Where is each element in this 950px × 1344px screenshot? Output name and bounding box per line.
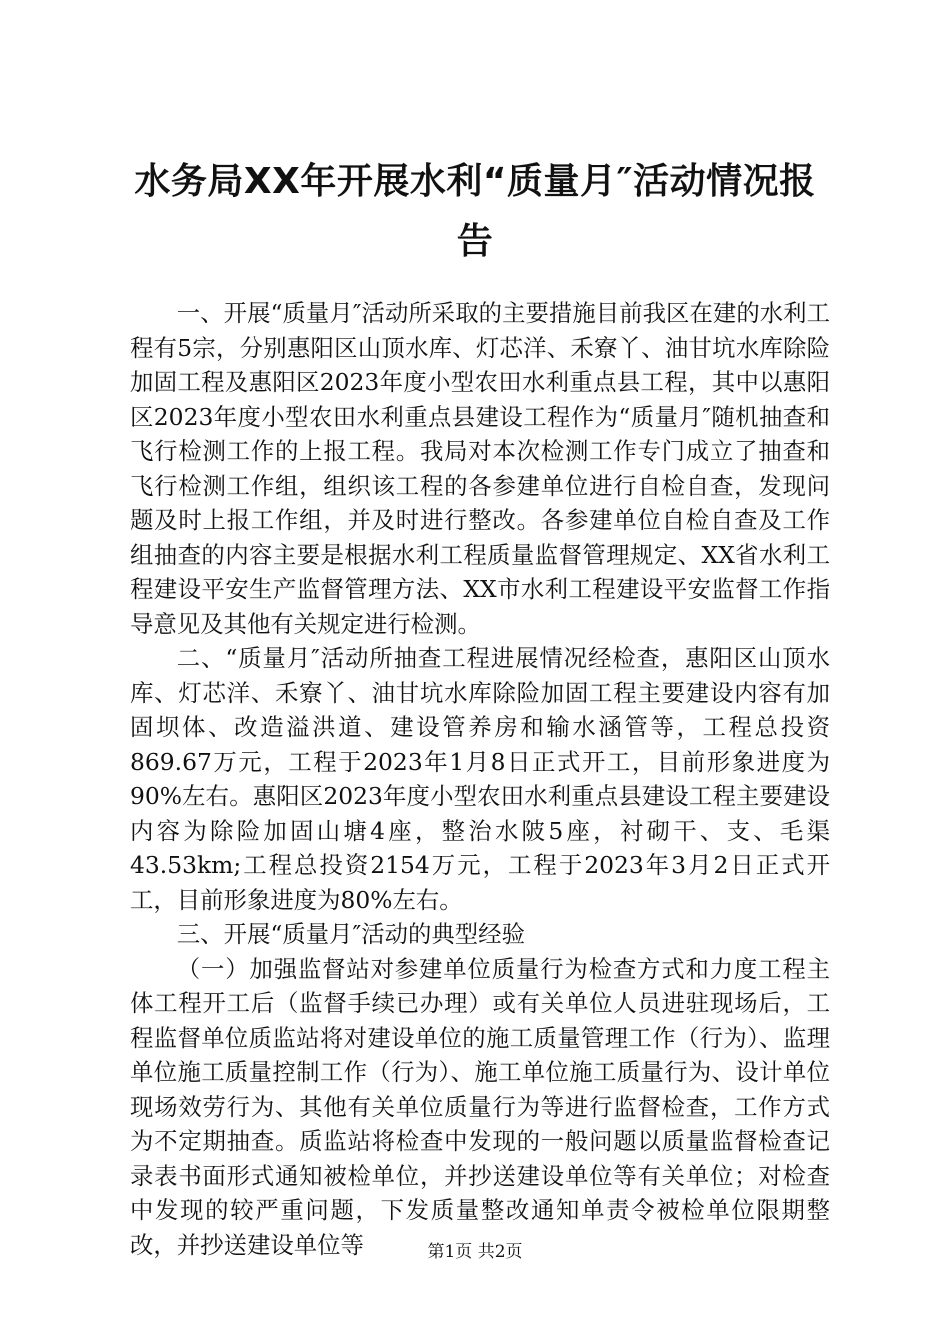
paragraph-progress: 二、“质量月″活动所抽查工程进展情况经检查，惠阳区山顶水库、灯芯洋、禾寮丫、油甘坑水库除险加固工程主要建设内容有加固坝体、改造溢洪道、建设管养房和输水涵管等，工程总投资869.67万元，工程于2023年1月8日正式开工，目前形象进度为90%左右。惠阳区2023年度小型农田水利重点县建设工程主要建设内容为除险加固山塘4座，整治水陂5座，衬砌干、支、毛渠43.53km;工程总投资2154万元，工程于2023年3月2日正式开工，目前形象进度为80%左右。 [130,644,830,914]
document-title: 水务局XX年开展水利“质量月″活动情况报告 [134,161,816,262]
section-heading-experience: 三、开展“质量月″活动的典型经验 [176,920,525,948]
document-body [130,296,830,1262]
paragraph-measures: 一、开展“质量月″活动所采取的主要措施目前我区在建的水利工程有5宗，分别惠阳区山顶水库、灯芯洋、禾寮丫、油甘坑水库除险加固工程及惠阳区2023年度小型农田水利重点县工程，其中以惠阳区2023年度小型农田水利重点县建设工程作为“质量月″随机抽查和飞行检测工作的上报工程。我局对本次检测工作专门成立了抽查和飞行检测工作组，组织该工程的各参建单位进行自检自查，发现问题及时上报工作组，并及时进行整改。各参建单位自检自查及工作组抽查的内容主要是根据水利工程质量监督管理规定、XX省水利工程建设平安生产监督管理方法、XX市水利工程建设平安监督工作指导意见及其他有关规定进行检测。 [130,299,830,638]
page-number-footer: 第1页 共2页 [427,1242,523,1262]
paragraph-supervision: （一）加强监督站对参建单位质量行为检查方式和力度工程主体工程开工后（监督手续已办理）或有关单位人员进驻现场后，工程监督单位质监站将对建设单位的施工质量管理工作（行为）、监理单位施工质量控制工作（行为）、施工单位施工质量行为、设计单位现场效劳行为、其他有关单位质量行为等进行监督检查，工作方式为不定期抽查。质监站将检查中发现的一般问题以质量监督检查记录表书面形式通知被检单位，并抄送建设单位等有关单位；对检查中发现的较严重问题，下发质量整改通知单责令被检单位限期整改，并抄送建设单位等 [130,954,830,1259]
